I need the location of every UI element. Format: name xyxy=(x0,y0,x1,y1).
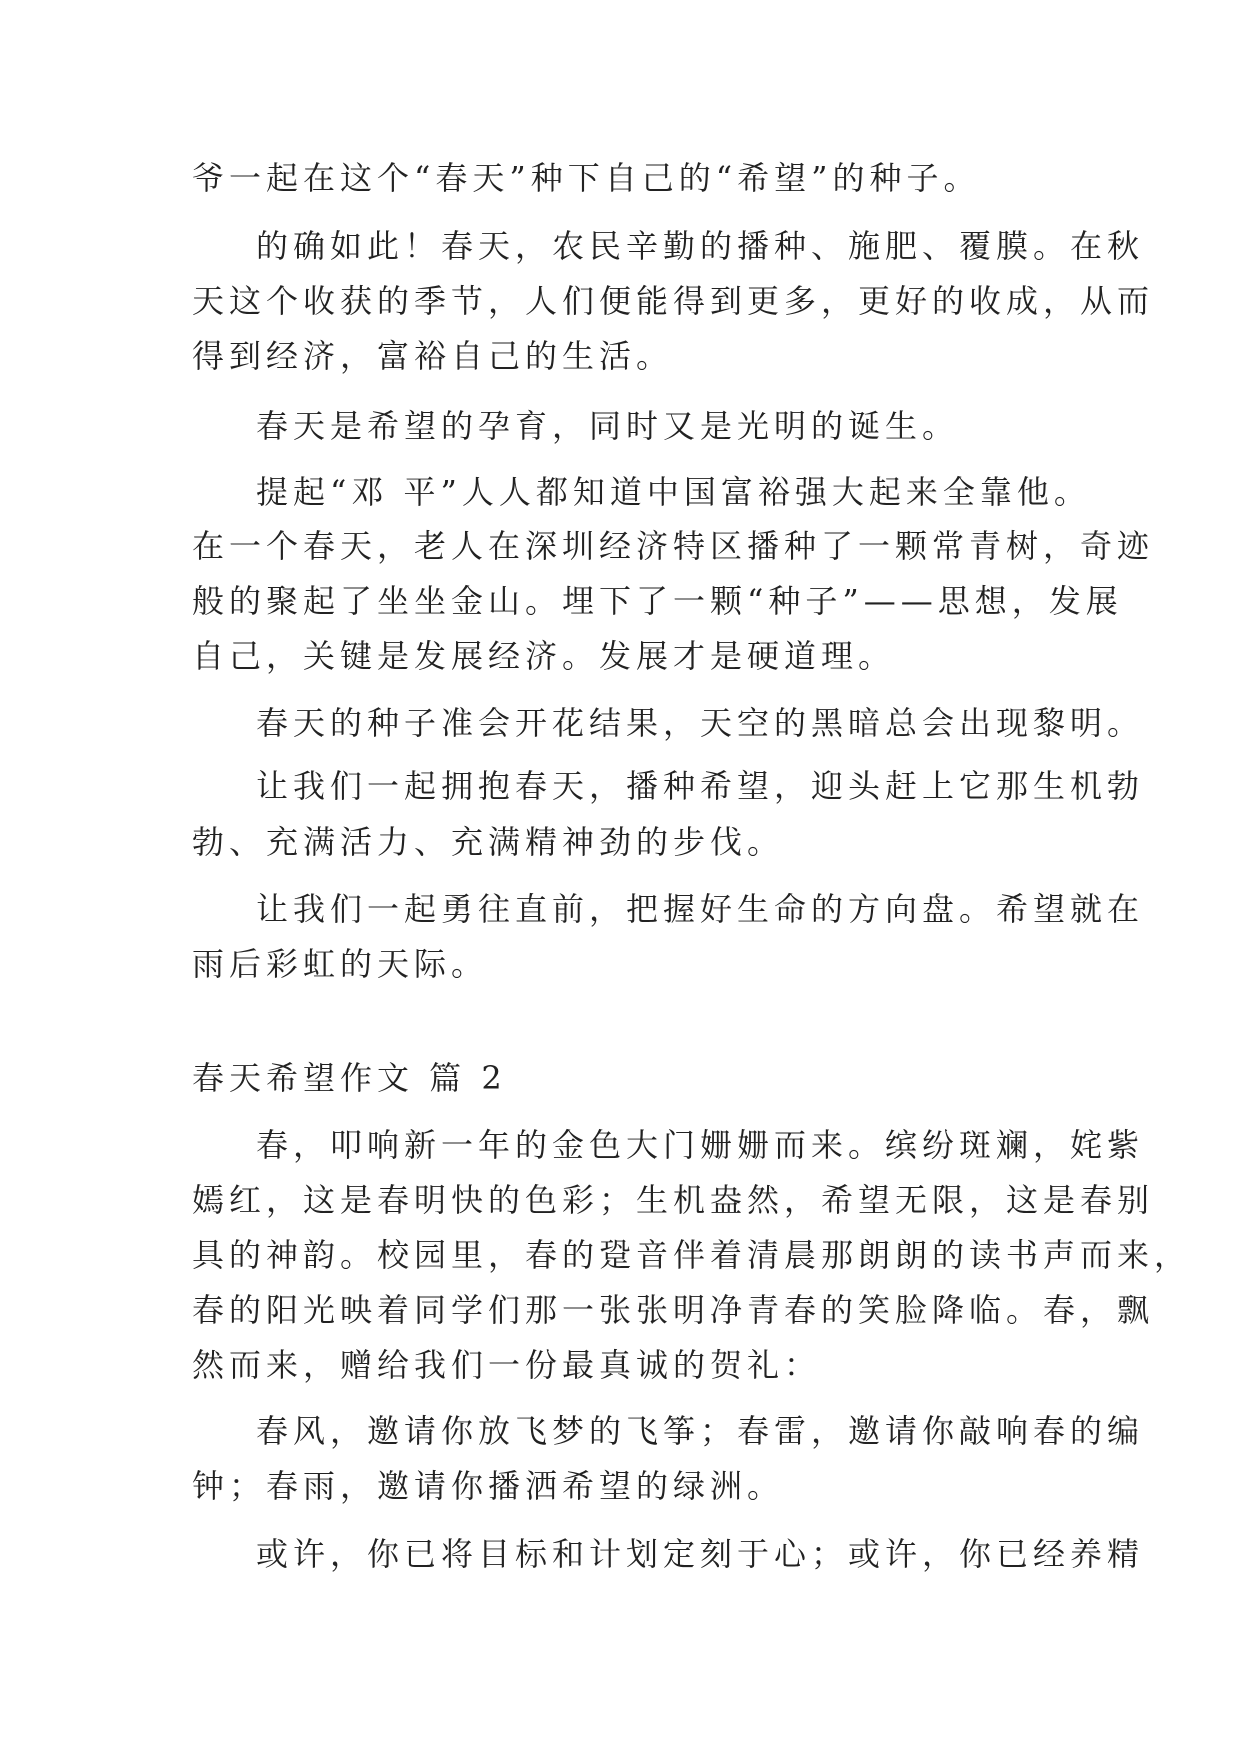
text-line: 具的神韵。校园里，春的跫音伴着清晨那朗朗的读书声而来， xyxy=(192,1236,1192,1274)
section-heading: 春天希望作文 篇 2 xyxy=(192,1059,507,1097)
text-line: 天这个收获的季节，人们便能得到更多，更好的收成，从而 xyxy=(192,282,1155,320)
text-line: 爷一起在这个“春天”种下自己的“希望”的种子。 xyxy=(192,159,981,197)
text-line: 提起“邓 平”人人都知道中国富裕强大起来全靠他。 xyxy=(256,473,1091,511)
text-line: 春天是希望的孕育，同时又是光明的诞生。 xyxy=(256,407,960,445)
text-line: 自己，关键是发展经济。发展才是硬道理。 xyxy=(192,637,896,675)
text-line: 嫣红，这是春明快的色彩；生机盎然，希望无限，这是春别 xyxy=(192,1181,1155,1219)
text-line: 春的阳光映着同学们那一张张明净青春的笑脸降临。春，飘 xyxy=(192,1291,1155,1329)
text-line: 的确如此！春天，农民辛勤的播种、施肥、覆膜。在秋 xyxy=(256,227,1145,265)
text-line: 般的聚起了坐坐金山。埋下了一颗“种子”——思想，发展 xyxy=(192,582,1123,620)
text-line: 得到经济，富裕自己的生活。 xyxy=(192,337,674,375)
text-line: 雨后彩虹的天际。 xyxy=(192,945,489,983)
text-line: 春，叩响新一年的金色大门姗姗而来。缤纷斑斓，姹紫 xyxy=(256,1126,1145,1164)
text-line: 让我们一起拥抱春天，播种希望，迎头赶上它那生机勃 xyxy=(256,767,1145,805)
text-line: 或许，你已将目标和计划定刻于心；或许，你已经养精 xyxy=(256,1535,1145,1573)
text-line: 让我们一起勇往直前，把握好生命的方向盘。希望就在 xyxy=(256,890,1145,928)
text-line: 春风，邀请你放飞梦的飞筝；春雷，邀请你敲响春的编 xyxy=(256,1412,1145,1450)
text-line: 在一个春天，老人在深圳经济特区播种了一颗常青树，奇迹 xyxy=(192,527,1155,565)
text-line: 钟；春雨，邀请你播洒希望的绿洲。 xyxy=(192,1467,785,1505)
text-line: 春天的种子准会开花结果，天空的黑暗总会出现黎明。 xyxy=(256,704,1145,742)
text-line: 然而来，赠给我们一份最真诚的贺礼： xyxy=(192,1346,822,1384)
text-line: 勃、充满活力、充满精神劲的步伐。 xyxy=(192,823,785,861)
